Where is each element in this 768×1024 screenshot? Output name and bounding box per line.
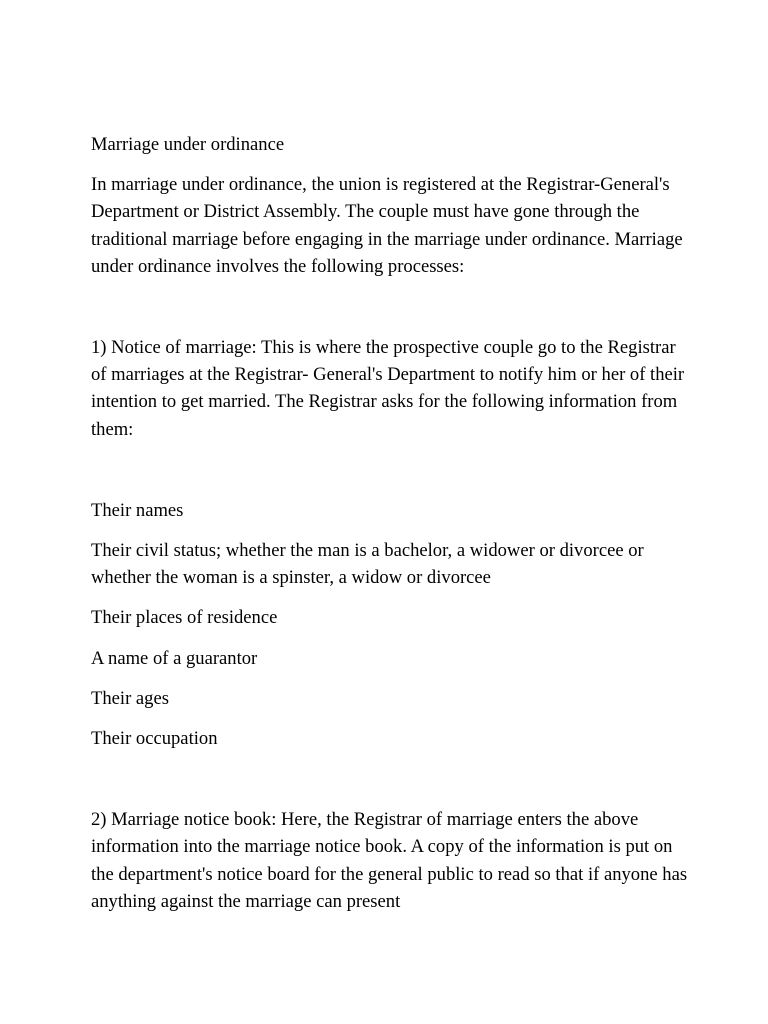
info-item-names: Their names	[91, 499, 184, 521]
document-body	[91, 131, 691, 915]
step-2-paragraph: 2) Marriage notice book: Here, the Registrar of marriage enters the above information into the marriage notice book. A copy of the information is put on the department's notice board for the general public to read so that if anyone has anything against the marriage can present	[91, 809, 688, 912]
step-1-paragraph: 1) Notice of marriage: This is where the prospective couple go to the Registrar of marriages at the Registrar- General's Department to notify him or her of their intention to get married. The Registrar asks for the following information from them:	[91, 337, 685, 440]
info-item-residence: Their places of residence	[91, 607, 278, 629]
info-item-occupation: Their occupation	[91, 728, 218, 750]
intro-paragraph: In marriage under ordinance, the union is registered at the Registrar-General's Department or District Assembly. The couple must have gone through the traditional marriage before engaging in the marriage under ordinance. Marriage under ordinance involves the following processes:	[91, 174, 683, 277]
section-heading: Marriage under ordinance	[91, 134, 285, 155]
info-item-ages: Their ages	[91, 687, 169, 709]
info-item-guarantor: A name of a guarantor	[91, 647, 258, 669]
info-item-civil-status: Their civil status; whether the man is a bachelor, a widower or divorcee or whether the woman is a spinster, a widow or divorcee	[91, 540, 644, 589]
